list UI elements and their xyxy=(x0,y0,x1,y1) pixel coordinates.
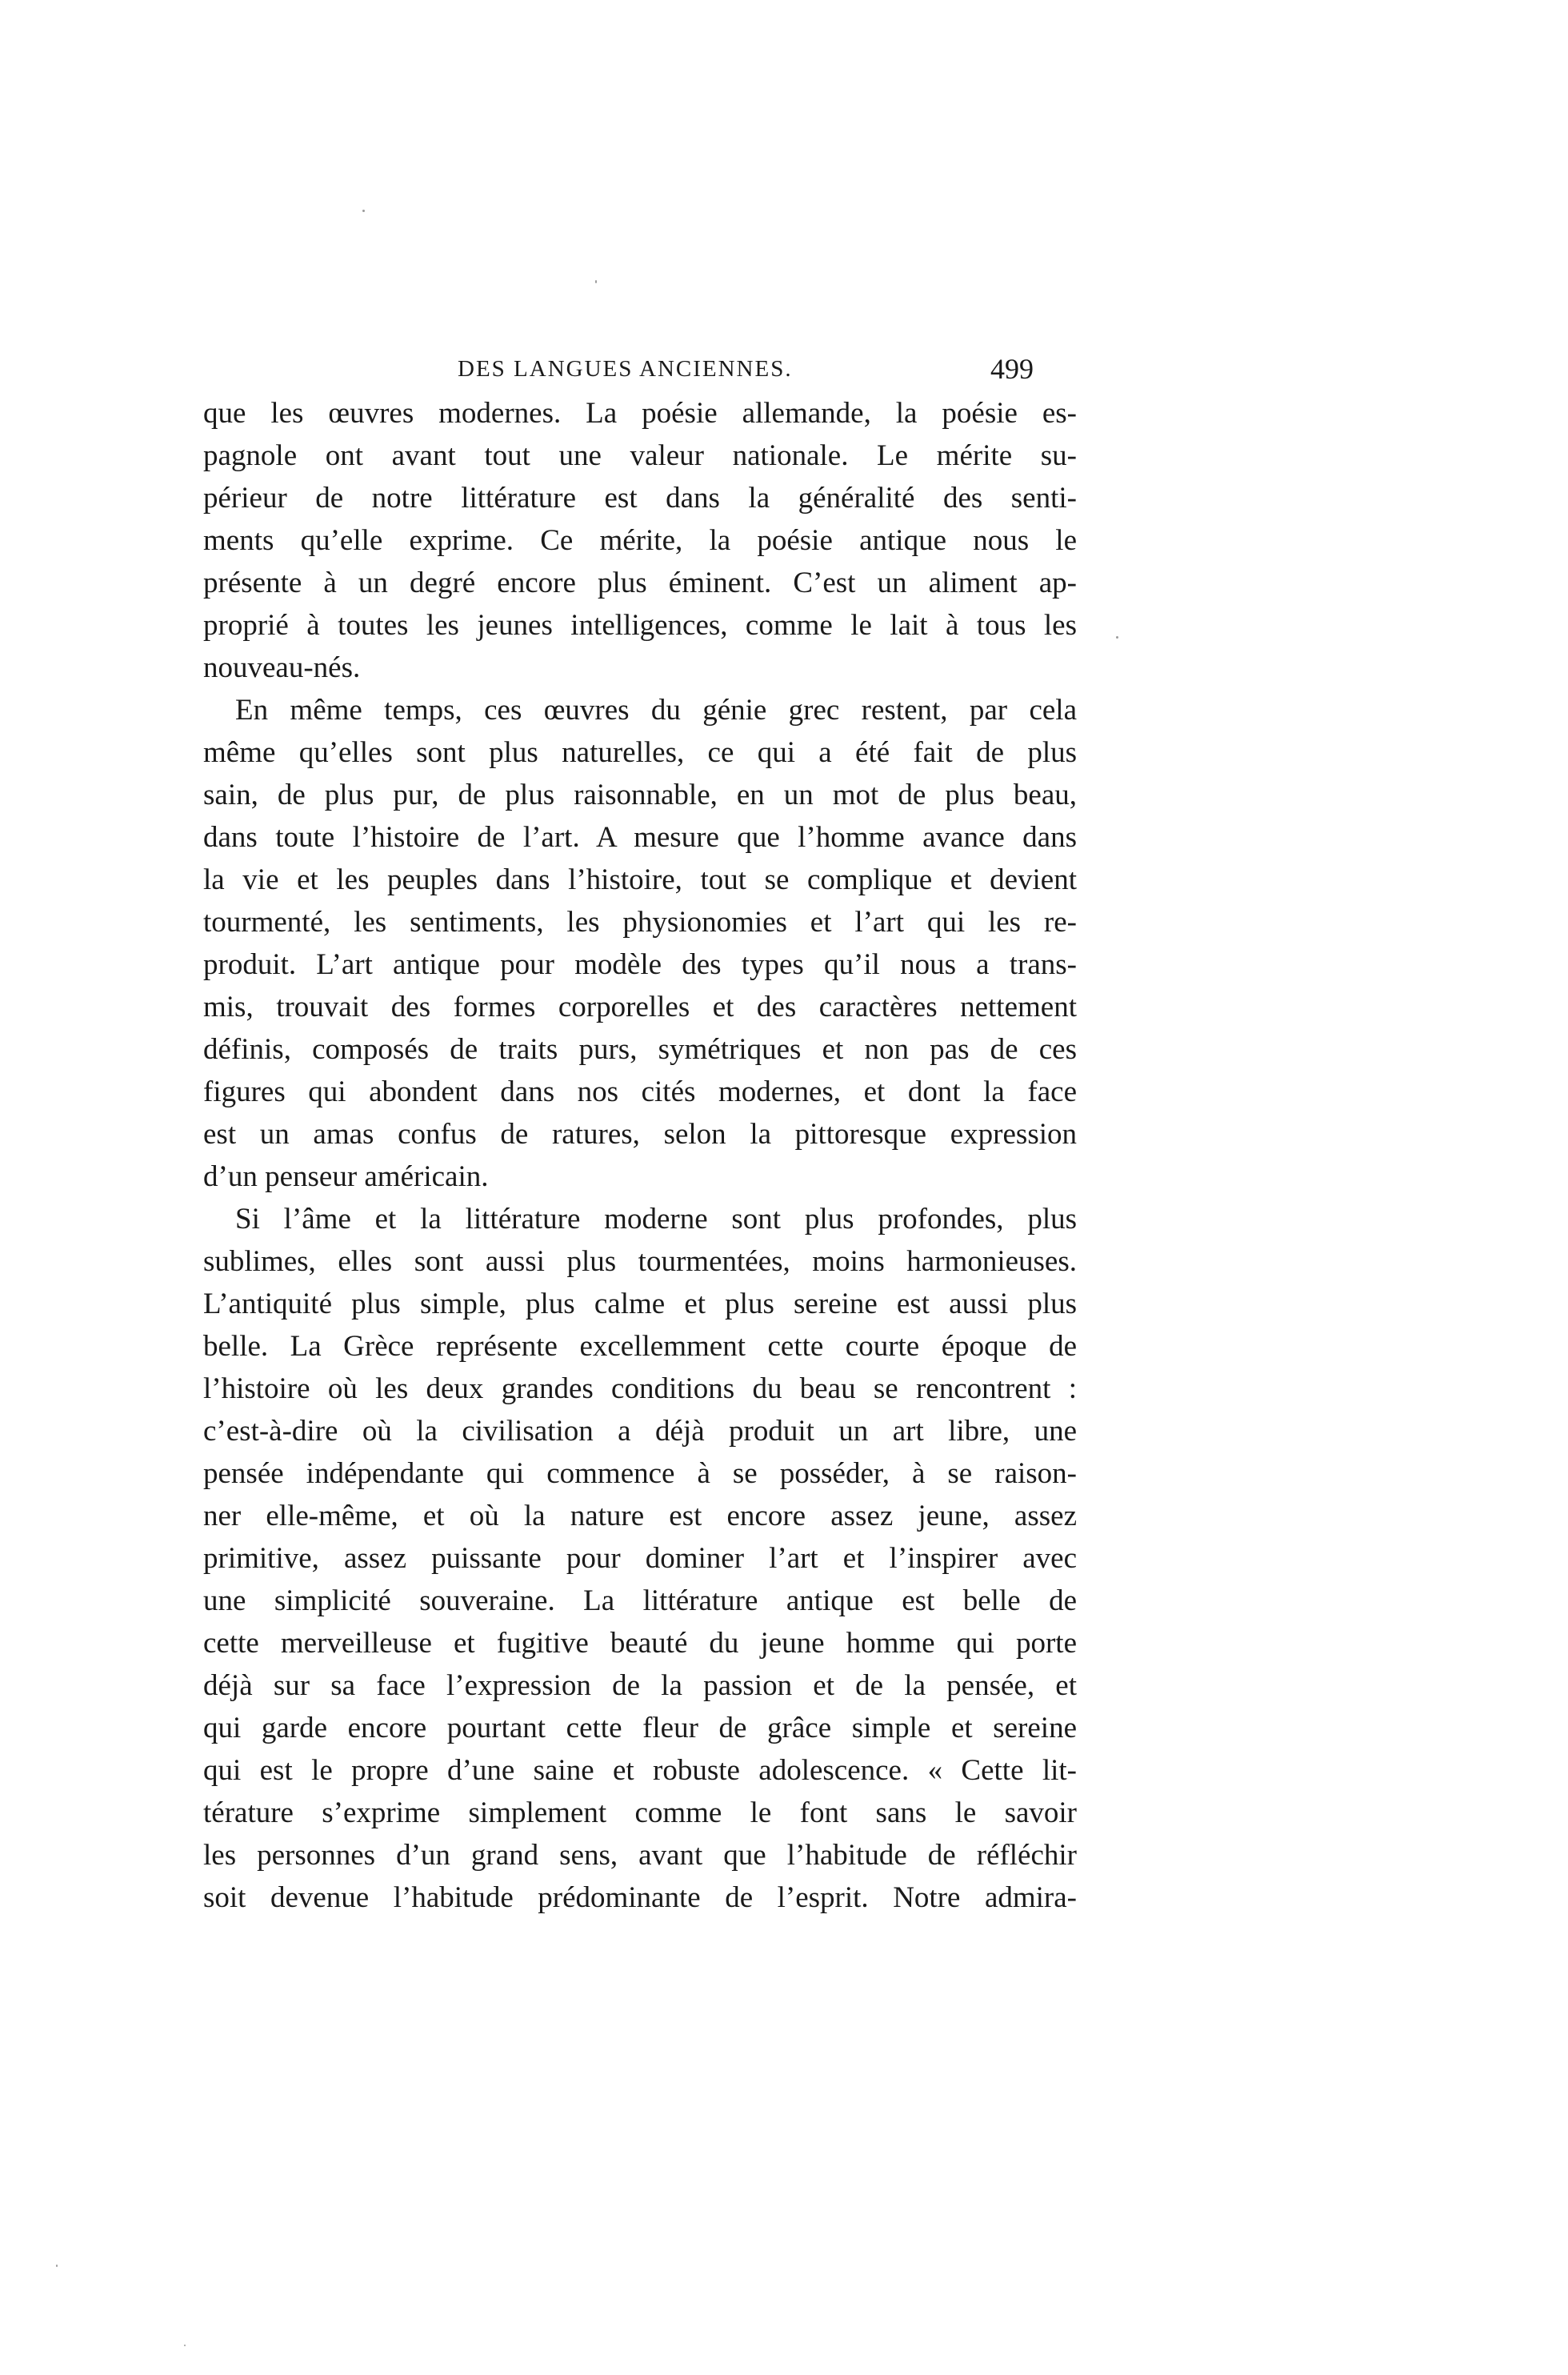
text-line: déjà sur sa face l’expression de la passion et de la pensée, et xyxy=(203,1669,1077,1702)
text-line: L’antiquité plus simple, plus calme et plus sereine est aussi plus xyxy=(203,1288,1077,1320)
text-line: pagnole ont avant tout une valeur nationale. Le mérite su- xyxy=(203,439,1077,472)
text-line: dans toute l’histoire de l’art. A mesure que l’homme avance dans xyxy=(203,821,1077,854)
text-line: figures qui abondent dans nos cités modernes, et dont la face xyxy=(203,1075,1077,1108)
text-line: d’un penseur américain. xyxy=(203,1160,489,1193)
running-title: DES LANGUES ANCIENNES. xyxy=(458,356,793,382)
text-line: proprié à toutes les jeunes intelligences, comme le lait à tous les xyxy=(203,609,1077,642)
text-line: est un amas confus de ratures, selon la pittoresque expression xyxy=(203,1118,1077,1151)
text-line: présente à un degré encore plus éminent. C’est un aliment ap- xyxy=(203,567,1077,599)
paper-speck xyxy=(184,2345,186,2346)
running-head xyxy=(0,349,1568,389)
text-line: soit devenue l’habitude prédominante de l’esprit. Notre admira- xyxy=(203,1881,1077,1914)
text-line: ments qu’elle exprime. Ce mérite, la poésie antique nous le xyxy=(203,524,1077,557)
text-line: même qu’elles sont plus naturelles, ce qui a été fait de plus xyxy=(203,736,1077,769)
text-line: En même temps, ces œuvres du génie grec restent, par cela xyxy=(235,694,1077,727)
text-line: ner elle-même, et où la nature est encore assez jeune, assez xyxy=(203,1500,1077,1532)
text-line: les personnes d’un grand sens, avant que l’habitude de réfléchir xyxy=(203,1839,1077,1872)
text-line: sain, de plus pur, de plus raisonnable, en un mot de plus beau, xyxy=(203,779,1077,811)
paper-speck xyxy=(1116,636,1118,639)
text-line: l’histoire où les deux grandes conditions du beau se rencontrent : xyxy=(203,1372,1077,1405)
text-line: que les œuvres modernes. La poésie allemande, la poésie es- xyxy=(203,397,1077,430)
text-line: définis, composés de traits purs, symétriques et non pas de ces xyxy=(203,1033,1077,1066)
text-line: la vie et les peuples dans l’histoire, tout se complique et devient xyxy=(203,863,1077,896)
text-line: primitive, assez puissante pour dominer l’art et l’inspirer avec xyxy=(203,1542,1077,1575)
text-line: mis, trouvait des formes corporelles et des caractères nettement xyxy=(203,991,1077,1023)
text-line: sublimes, elles sont aussi plus tourmentées, moins harmonieuses. xyxy=(203,1245,1077,1278)
body-text xyxy=(203,392,1077,1919)
text-line: périeur de notre littérature est dans la généralité des senti- xyxy=(203,482,1077,515)
paper-speck xyxy=(56,2265,58,2267)
text-line: une simplicité souveraine. La littérature antique est belle de xyxy=(203,1584,1077,1617)
text-line: c’est-à-dire où la civilisation a déjà produit un art libre, une xyxy=(203,1415,1077,1448)
text-line: nouveau-nés. xyxy=(203,651,361,684)
text-line: belle. La Grèce représente excellemment cette courte époque de xyxy=(203,1330,1077,1363)
text-line: Si l’âme et la littérature moderne sont plus profondes, plus xyxy=(235,1203,1077,1236)
text-line: qui est le propre d’une saine et robuste adolescence. « Cette lit- xyxy=(203,1754,1077,1787)
text-line: pensée indépendante qui commence à se posséder, à se raison- xyxy=(203,1457,1077,1490)
text-line: cette merveilleuse et fugitive beauté du jeune homme qui porte xyxy=(203,1627,1077,1660)
paper-speck xyxy=(595,280,597,283)
page-number: 499 xyxy=(990,353,1034,385)
text-line: produit. L’art antique pour modèle des types qu’il nous a trans- xyxy=(203,948,1077,981)
text-line: qui garde encore pourtant cette fleur de grâce simple et sereine xyxy=(203,1712,1077,1744)
text-line: tourmenté, les sentiments, les physionomies et l’art qui les re- xyxy=(203,906,1077,939)
paper-speck xyxy=(362,210,365,212)
text-line: térature s’exprime simplement comme le font sans le savoir xyxy=(203,1796,1077,1829)
